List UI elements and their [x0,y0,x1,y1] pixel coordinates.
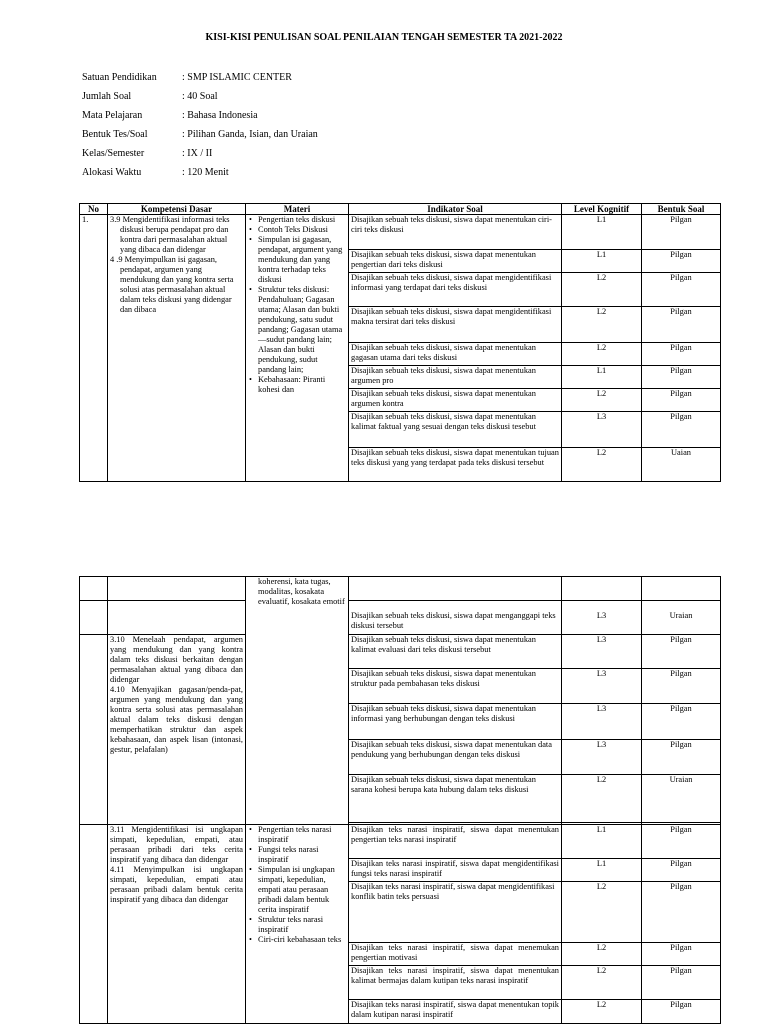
indikator-cell: Disajikan teks narasi inspiratif, siswa dapat mengidentifikasi fungsi teks narasi inspiratif [349,859,562,882]
meta-value: : 120 Menit [182,167,229,178]
level-cell: L1 [562,825,642,859]
indikator-cell: Disajikan sebuah teks diskusi, siswa dapat menentukan tujuan teks diskusi yang yang terdapat pada teks diskusi tersebut [349,448,562,482]
indikator-cell: Disajikan teks narasi inspiratif, siswa dapat menentukan kalimat bermajas dalam kutipan teks narasi inspiratif [349,966,562,1000]
indikator-cell: Disajikan sebuah teks diskusi, siswa dapat menentukan informasi yang berhubungan dengan teks diskusi [349,704,562,740]
materi-item: • Struktur teks narasi inspiratif [258,915,346,935]
level-cell: L2 [562,448,642,482]
meta-row [82,163,482,182]
indikator-cell: Disajikan sebuah teks diskusi, siswa dapat menentukan argumen pro [349,366,562,389]
level-cell: L3 [562,635,642,669]
indikator-cell: Disajikan teks narasi inspiratif, siswa dapat menentukan topik dalam kutipan narasi inspiratif [349,1000,562,1024]
row-number [80,635,108,825]
table-row [80,635,721,669]
meta-value: : SMP ISLAMIC CENTER [182,72,292,83]
kisi-table-2 [79,576,721,1024]
level-cell: L3 [562,669,642,704]
indikator-cell: Disajikan sebuah teks diskusi, siswa dapat menentukan data pendukung yang berhubungan dengan teks diskusi [349,740,562,775]
meta-label: Bentuk Tes/Soal [82,129,148,140]
indikator-cell: Disajikan sebuah teks diskusi, siswa dapat mengidentifikasi makna tersirat dari teks diskusi [349,307,562,343]
materi-item: • Kebahasaan: Piranti kohesi dan [258,375,346,395]
table-row [80,577,721,601]
indikator-cell: Disajikan sebuah teks diskusi, siswa dapat menentukan kalimat faktual yang sesuai dengan teks diskusi tesebut [349,412,562,448]
bentuk-cell: Uaian [642,448,721,482]
materi-cell [246,825,349,1024]
col-header-level: Level Kognitif [562,204,642,215]
meta-row [82,87,482,106]
meta-label: Mata Pelajaran [82,110,143,121]
bentuk-cell: Pilgan [642,366,721,389]
level-cell: L2 [562,273,642,307]
level-cell: L2 [562,966,642,1000]
kd-item: 3.10 Menelaah pendapat, argumen yang mendukung dan yang kontra dalam teks diskusi berkaitan dengan permasalahan aktual yang dibaca dan didengar [110,635,243,684]
bentuk-cell: Uraian [642,775,721,823]
bentuk-cell: Pilgan [642,882,721,943]
level-cell: L3 [562,601,642,635]
bentuk-cell: Pilgan [642,859,721,882]
indikator-cell: Disajikan sebuah teks diskusi, siswa dapat mengidentifikasi informasi yang terdapat dari teks diskusi [349,273,562,307]
materi-continued: koherensi, kata tugas, modalitas, kosakata evaluatif, kosakata emotif [258,577,345,606]
materi-cell [246,577,349,825]
col-header-materi: Materi [246,204,349,215]
table-row [80,825,721,859]
materi-item: • Pengertian teks narasi inspiratif [258,825,346,845]
indikator-cell: Disajikan sebuah teks diskusi, siswa dapat menentukan struktur pada pembahasan teks diskusi [349,669,562,704]
bentuk-cell: Pilgan [642,412,721,448]
row-number [80,577,108,601]
materi-item: • Fungsi teks narasi inspiratif [258,845,346,865]
kompetensi-dasar-cell [108,601,246,635]
row-number [80,825,108,1024]
indikator-cell: Disajikan teks narasi inspiratif, siswa dapat menentukan pengertian teks narasi inspiratif [349,825,562,859]
bentuk-cell: Pilgan [642,825,721,859]
level-cell: L2 [562,389,642,412]
document-meta [82,68,482,182]
bentuk-cell: Pilgan [642,250,721,273]
table-header-row [80,204,721,215]
kompetensi-dasar-cell [108,825,246,1024]
col-header-kd: Kompetensi Dasar [108,204,246,215]
col-header-bentuk: Bentuk Soal [642,204,721,215]
meta-value: : 40 Soal [182,91,218,102]
materi-item: • Pengertian teks diskusi [258,215,346,225]
bentuk-cell: Pilgan [642,966,721,1000]
bentuk-cell: Pilgan [642,389,721,412]
row-number: 1. [80,215,108,482]
indikator-cell: Disajikan sebuah teks diskusi, siswa dapat menentukan sarana kohesi berupa kata hubung dalam teks diskusi [349,775,562,823]
kompetensi-dasar-cell [108,215,246,482]
bentuk-cell: Pilgan [642,704,721,740]
materi-item: • Simpulan isi ungkapan simpati, kepedulian, empati atau perasaan pribadi dalam bentuk cerita inspiratif [258,865,346,915]
indikator-cell: Disajikan sebuah teks diskusi, siswa dapat menentukan argumen kontra [349,389,562,412]
indikator-cell: Disajikan sebuah teks diskusi, siswa dapat menentukan gagasan utama dari teks diskusi [349,343,562,366]
indikator-cell [349,577,562,601]
materi-item: • Struktur teks diskusi: Pendahuluan; Gagasan utama; Alasan dan bukti pendukung, satu sudut pandang; Gagasan utama—sudut pandang lain; Alasan dan bukti pendukung, sudut pandang lain; [258,285,346,375]
materi-item: • Simpulan isi gagasan, pendapat, argument yang mendukung dan yang kontra terhadap teks diskusi [258,235,346,285]
meta-value: : IX / II [182,148,213,159]
bentuk-cell: Pilgan [642,1000,721,1024]
indikator-cell: Disajikan sebuah teks diskusi, siswa dapat menentukan kalimat evaluasi dari teks diskusi tersebut [349,635,562,669]
meta-row [82,106,482,125]
meta-value: : Bahasa Indonesia [182,110,258,121]
meta-label: Jumlah Soal [82,91,132,102]
kisi-table-1 [79,203,721,482]
level-cell: L3 [562,412,642,448]
bentuk-cell: Pilgan [642,343,721,366]
level-cell [562,577,642,601]
kd-item: 3.11 Mengidentifikasi isi ungkapan simpati, kepedulian, empati, atau perasaan pribadi dari teks cerita inspiratif yang dibaca dan didengar [110,825,243,864]
table-row [80,215,721,250]
bentuk-cell: Pilgan [642,215,721,250]
level-cell: L3 [562,704,642,740]
meta-row [82,144,482,163]
kompetensi-dasar-cell [108,635,246,825]
meta-value: : Pilihan Ganda, Isian, dan Uraian [182,129,318,140]
bentuk-cell: Pilgan [642,635,721,669]
level-cell: L2 [562,343,642,366]
meta-label: Kelas/Semester [82,148,145,159]
level-cell: L2 [562,775,642,823]
level-cell: L1 [562,859,642,882]
level-cell: L1 [562,215,642,250]
document-title: KISI-KISI PENULISAN SOAL PENILAIAN TENGAH SEMESTER TA 2021-2022 [205,32,563,43]
indikator-cell: Disajikan sebuah teks diskusi, siswa dapat menganggapi teks diskusi tersebut [349,601,562,635]
kd-item: 4 .9 Menyimpulkan isi gagasan, pendapat, argumen yang mendukung dan yang kontra serta solusi atas permasalahan aktual dalam teks diskusi yang didengar dan dibaca [110,255,234,314]
bentuk-cell: Pilgan [642,307,721,343]
materi-item: • Contoh Teks Diskusi [258,225,346,235]
materi-item: • Ciri-ciri kebahasaan teks [258,935,346,945]
level-cell: L2 [562,1000,642,1024]
row-number [80,601,108,635]
col-header-no: No [80,204,108,215]
kd-item: 3.9 Mengidentifikasi informasi teks diskusi berupa pendapat pro dan kontra dari permasalahan aktual yang dibaca dan didengar [110,215,230,254]
level-cell: L1 [562,366,642,389]
materi-cell [246,215,349,482]
bentuk-cell: Pilgan [642,740,721,775]
bentuk-cell: Uraian [642,601,721,635]
meta-label: Alokasi Waktu [82,167,142,178]
bentuk-cell [642,577,721,601]
indikator-cell: Disajikan teks narasi inspiratif, siswa dapat menemukan pengertian motivasi [349,943,562,966]
level-cell: L2 [562,882,642,943]
level-cell: L2 [562,943,642,966]
col-header-indikator: Indikator Soal [349,204,562,215]
meta-row [82,125,482,144]
level-cell: L3 [562,740,642,775]
indikator-cell: Disajikan teks narasi inspiratif, siswa dapat mengidentifikasi konflik batin teks persuasi [349,882,562,943]
level-cell: L1 [562,250,642,273]
kompetensi-dasar-cell [108,577,246,601]
level-cell: L2 [562,307,642,343]
kd-item: 4.10 Menyajikan gagasan/penda-pat, argumen yang mendukung dan yang kontra serta solusi atas permasalahan aktual dalam teks diskusi dengan memperhatikan struktur dan aspek kebahasaan, dan aspek lisan (intonasi, gestur, pelafalan) [110,685,243,754]
kd-item: 4.11 Menyimpulkan isi ungkapan simpati, kepedulian, empati atau perasaan pribadi dalam bentuk cerita inspiratif yang dibaca dan didengar [110,865,243,904]
bentuk-cell: Pilgan [642,669,721,704]
table-row [80,601,721,635]
meta-label: Satuan Pendidikan [82,72,157,83]
bentuk-cell: Pilgan [642,943,721,966]
indikator-cell: Disajikan sebuah teks diskusi, siswa dapat menentukan pengertian dari teks diskusi [349,250,562,273]
bentuk-cell: Pilgan [642,273,721,307]
meta-row [82,68,482,87]
indikator-cell: Disajikan sebuah teks diskusi, siswa dapat menentukan ciri-ciri teks diskusi [349,215,562,250]
